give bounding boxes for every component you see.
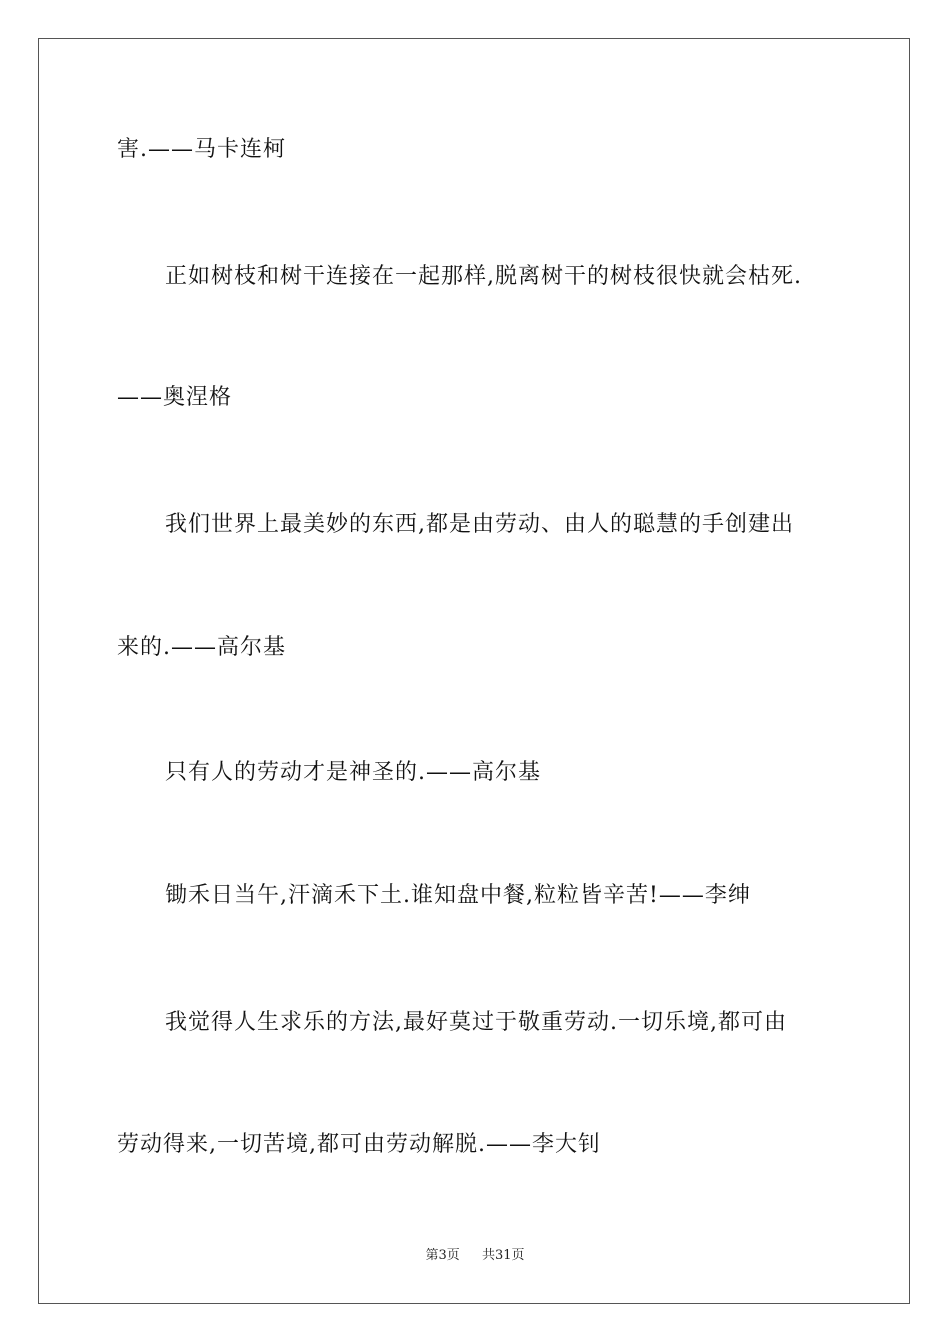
text-line-9: 劳动得来,一切苦境,都可由劳动解脱.——李大钊: [117, 1132, 601, 1157]
text-line-1: 害.——马卡连柯: [117, 137, 286, 162]
text-line-7: 锄禾日当午,汗滴禾下土.谁知盘中餐,粒粒皆辛苦!——李绅: [165, 883, 751, 908]
text-line-6: 只有人的劳动才是神圣的.——高尔基: [165, 760, 541, 785]
text-line-2: 正如树枝和树干连接在一起那样,脱离树干的树枝很快就会枯死.: [165, 264, 802, 289]
text-line-5: 来的.——高尔基: [117, 635, 286, 660]
text-line-8: 我觉得人生求乐的方法,最好莫过于敬重劳动.一切乐境,都可由: [165, 1010, 787, 1035]
page-number: 第3页: [425, 1248, 460, 1263]
page-frame: [38, 38, 910, 1304]
page-total: 共31页: [482, 1248, 525, 1263]
page-footer: [0, 1247, 950, 1265]
text-line-4: 我们世界上最美妙的东西,都是由劳动、由人的聪慧的手创建出: [165, 512, 794, 537]
text-line-3: ——奥涅格: [117, 385, 233, 410]
